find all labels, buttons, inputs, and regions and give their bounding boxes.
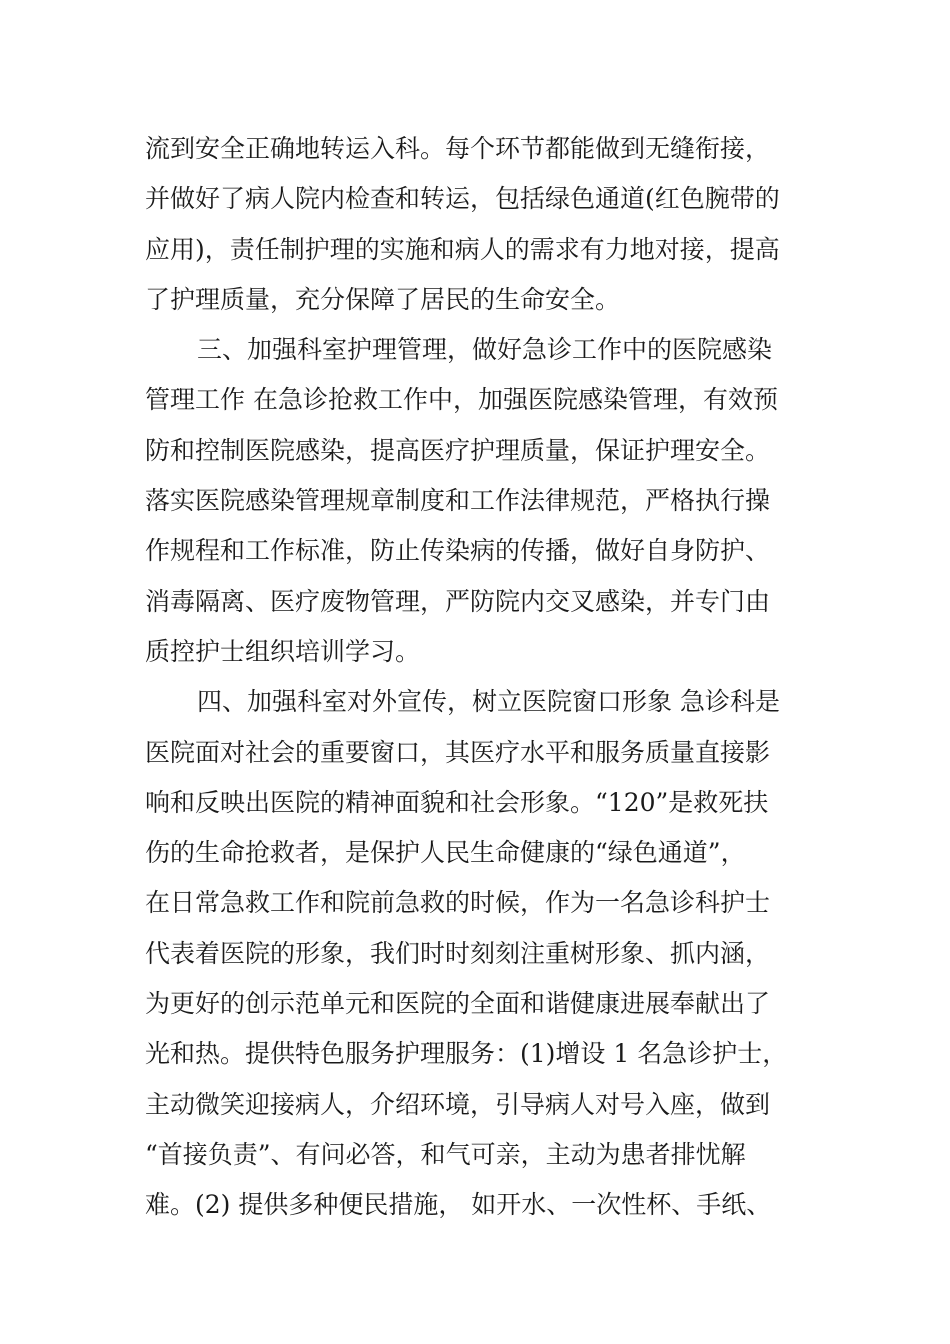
text-line: 在日常急救工作和院前急救的时候，作为一名急诊科护士: [145, 888, 771, 918]
text-line: 了护理质量，充分保障了居民的生命安全。: [145, 284, 621, 314]
text-line: 消毒隔离、医疗废物管理，严防院内交叉感染，并专门由: [145, 586, 771, 616]
text-line: 作规程和工作标准，防止传染病的传播，做好自身防护、: [145, 536, 771, 566]
text-line: 为更好的创示范单元和医院的全面和谐健康进展奉献出了: [145, 989, 771, 1019]
text-line: 主动微笑迎接病人，介绍环境，引导病人对号入座，做到: [145, 1089, 771, 1119]
text-line: 落实医院感染管理规章制度和工作法律规范，严格执行操: [145, 486, 771, 516]
text-line: 医院面对社会的重要窗口，其医疗水平和服务质量直接影: [145, 737, 771, 767]
body-text: [145, 124, 810, 1231]
text-line: 应用)，责任制护理的实施和病人的需求有力地对接，提高: [145, 234, 780, 264]
text-line: 流到安全正确地转运入科。每个环节都能做到无缝衔接，: [145, 134, 771, 163]
text-line: 伤的生命抢救者，是保护人民生命健康的“绿色通道”，: [145, 838, 746, 868]
text-line: 防和控制医院感染，提高医疗护理质量，保证护理安全。: [145, 435, 771, 465]
section-heading-three: 三、加强科室护理管理，做好急诊工作中的医院感染: [197, 335, 773, 365]
text-line: 响和反映出医院的精神面貌和社会形象。“120”是救死扶: [145, 787, 769, 817]
text-line: 代表着医院的形象，我们时时刻刻注重树形象、抓内涵，: [145, 938, 771, 968]
text-line: 质控护士组织培训学习。: [145, 636, 421, 666]
text-line: 管理工作 在急诊抢救工作中，加强医院感染管理，有效预: [145, 385, 778, 415]
text-line: “首接负责”、有问必答，和气可亲，主动为患者排忧解: [145, 1139, 746, 1169]
section-heading-four: 四、加强科室对外宣传，树立医院窗口形象 急诊科是: [197, 687, 780, 717]
text-line: 难。(2) 提供多种便民措施， 如开水、一次性杯、手纸、: [145, 1190, 772, 1220]
text-line: 光和热。提供特色服务护理服务：(1)增设 1 名急诊护士，: [145, 1039, 788, 1069]
text-line: 并做好了病人院内检查和转运，包括绿色通道(红色腕带的: [145, 184, 780, 214]
